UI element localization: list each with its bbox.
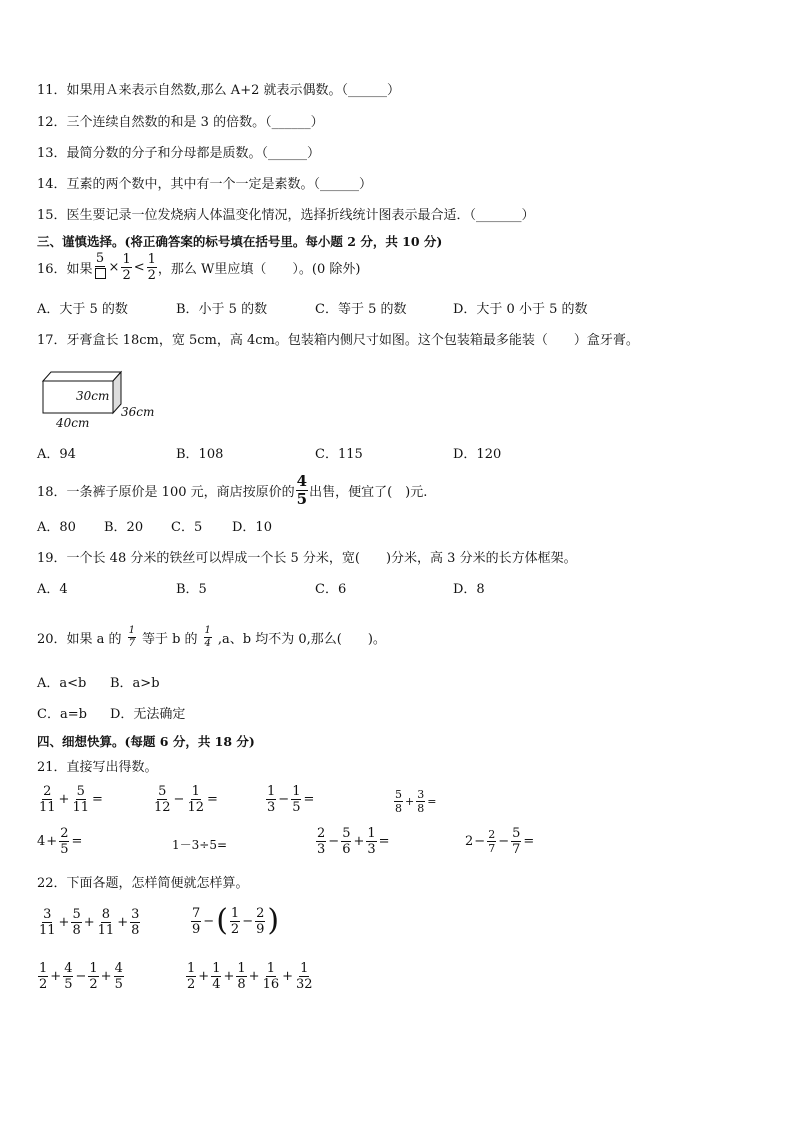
question-20: 20．如果 a 的 $\frac{1}{7}$ 等于 b 的 $\frac{1}{4}$ ,a、b 均不为 0,那么( )。 — [37, 625, 386, 649]
q18-option-d[interactable]: D．10 — [232, 520, 272, 535]
question-16: 16．如果 5 × $\frac{1}{2}$ < $\frac{1}{2}$ ，那么 W里应填（ ）。(0 除外) — [37, 251, 361, 283]
question-14: 14．互素的两个数中，其中有一个一定是素数。（______） — [37, 177, 373, 192]
q20-option-b[interactable]: B．a>b — [110, 676, 160, 691]
q18-option-a[interactable]: A．80 — [37, 520, 76, 535]
question-13: 13．最简分数的分子和分母都是质数。（______） — [37, 146, 321, 161]
q17-option-d[interactable]: D．120 — [453, 447, 502, 462]
q19-option-a[interactable]: A．4 — [37, 582, 68, 597]
q18-option-c[interactable]: C．5 — [171, 520, 203, 535]
q16-fraction-box: 5 — [94, 252, 107, 282]
q18-option-b[interactable]: B．20 — [104, 520, 144, 535]
q20-fraction-1: $\frac{1}{7}$ — [128, 625, 135, 649]
q22-expr-3: $\frac{1}{2}$ + $\frac{4}{5}$ − $\frac{1}{2}$ + $\frac{4}{5}$ — [39, 961, 123, 992]
question-15: 15．医生要记录一位发烧病人体温变化情况，选择折线统计图表示最合适．（_______） — [37, 208, 535, 223]
q21-expr-3: $\frac{1}{3}$ − $\frac{1}{5}$ = — [267, 784, 315, 815]
q16-option-c[interactable]: C．等于 5 的数 — [315, 302, 407, 317]
box-label-height: 30cm — [76, 389, 110, 403]
blank-box-icon — [95, 268, 106, 279]
box-top-face — [43, 372, 121, 381]
q20-option-c[interactable]: C．a=b — [37, 707, 87, 722]
q22-expr-1: $\frac{3}{11}$ + $\frac{5}{8}$ + $\frac{8}{11}$ + $\frac{3}{8}$ — [39, 907, 140, 938]
right-paren-icon: ) — [267, 903, 280, 938]
section-4-heading: 四、细想快算。(每题 6 分，共 18 分) — [37, 734, 255, 749]
q20-option-a[interactable]: A．a<b — [37, 676, 87, 691]
question-22: 22．下面各题，怎样简便就怎样算。 — [37, 876, 249, 891]
q21-expr-2: $\frac{5}{12}$ − $\frac{1}{12}$ = — [154, 784, 218, 815]
q22-expr-4: $\frac{1}{2}$ + $\frac{1}{4}$ + $\frac{1}{8}$ + $\frac{1}{16}$ + $\frac{1}{32}$ — [187, 961, 313, 992]
question-19: 19．一个长 48 分米的铁丝可以焊成一个长 5 分米，宽( )分米，高 3 分米的长方体框架。 — [37, 551, 577, 566]
question-12: 12．三个连续自然数的和是 3 的倍数。（______） — [37, 115, 324, 130]
q19-option-d[interactable]: D．8 — [453, 582, 485, 597]
q16-suffix: ，那么 W里应填（ ）。(0 除外) — [157, 261, 361, 277]
section-3-heading: 三、谨慎选择。(将正确答案的标号填在括号里。每小题 2 分，共 10 分) — [37, 234, 443, 249]
question-18: 18．一条裤子原价是 100 元，商店按原价的 $\frac{4}{5}$ 出售，便宜了( )元. — [37, 472, 428, 508]
q16-option-d[interactable]: D．大于 0 小于 5 的数 — [453, 302, 588, 317]
q16-option-a[interactable]: A．大于 5 的数 — [37, 302, 128, 317]
q19-option-c[interactable]: C．6 — [315, 582, 347, 597]
q21-expr-7: $\frac{2}{3}$ − $\frac{5}{6}$ + $\frac{1}{3}$ = — [317, 826, 390, 857]
q21-expr-8: 2 − $\frac{2}{7}$ − $\frac{5}{7}$ = — [465, 826, 535, 857]
left-paren-icon: ( — [216, 903, 228, 938]
q21-expr-4: $\frac{5}{8}$ + $\frac{3}{8}$ = — [395, 788, 437, 815]
q16-option-b[interactable]: B．小于 5 的数 — [176, 302, 268, 317]
q22-expr-2: $\frac{7}{9}$ − ( $\frac{1}{2}$ − $\frac{2}{9}$ ) — [192, 903, 280, 938]
q19-option-b[interactable]: B．5 — [176, 582, 207, 597]
q21-expr-5: 4 + $\frac{2}{5}$ = — [37, 826, 83, 857]
q20-option-d[interactable]: D．无法确定 — [110, 707, 186, 722]
q16-fraction-2: $\frac{1}{2}$ — [122, 251, 131, 283]
box-label-length: 40cm — [56, 416, 90, 430]
q21-expr-1: $\frac{2}{11}$ + $\frac{5}{11}$ = — [39, 784, 103, 815]
question-11: 11．如果用Ａ来表示自然数,那么 A+2 就表示偶数。（______） — [37, 83, 400, 98]
box-label-width: 36cm — [121, 405, 155, 419]
q16-fraction-3: $\frac{1}{2}$ — [147, 251, 156, 283]
question-21: 21．直接写出得数。 — [37, 760, 158, 775]
q17-option-c[interactable]: C．115 — [315, 447, 363, 462]
q17-option-a[interactable]: A．94 — [37, 447, 76, 462]
q18-fraction: $\frac{4}{5}$ — [296, 472, 308, 508]
question-17: 17．牙膏盒长 18cm，宽 5cm，高 4cm。包装箱内侧尺寸如图。这个包装箱最多能装（ ）盒牙膏。 — [37, 333, 639, 348]
q16-prefix: 16．如果 — [37, 261, 93, 277]
q20-fraction-2: $\frac{1}{4}$ — [204, 625, 211, 649]
q21-expr-6: 1－3÷5= — [172, 838, 228, 852]
q17-option-b[interactable]: B．108 — [176, 447, 224, 462]
